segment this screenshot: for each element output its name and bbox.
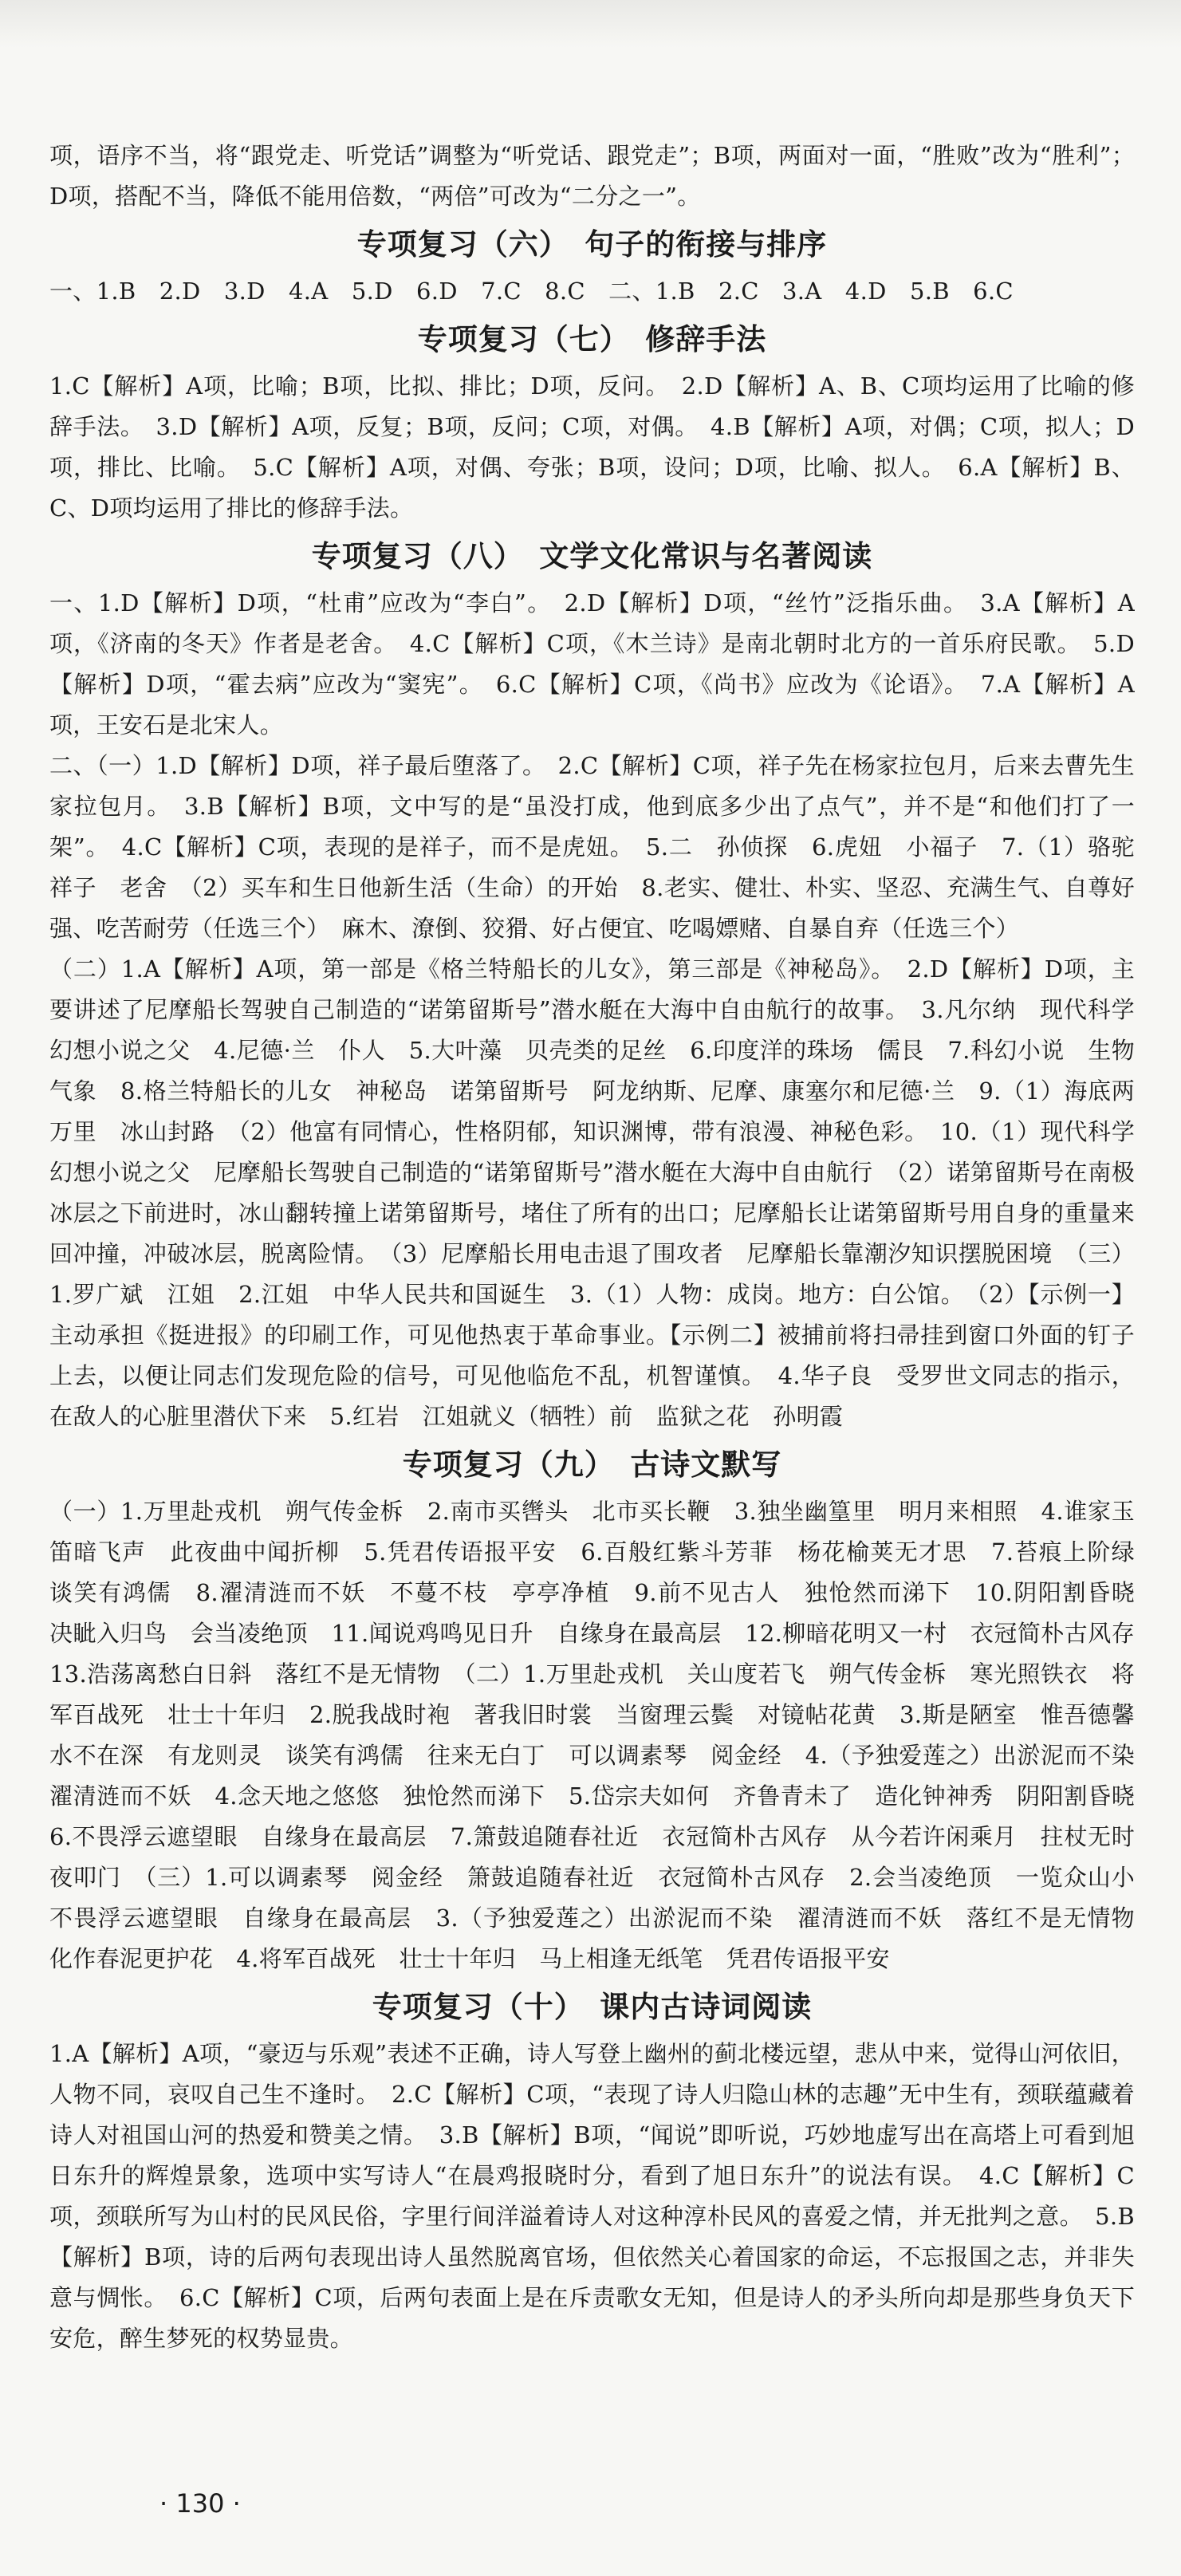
section-title: 专项复习（六） 句子的衔接与排序 (356, 227, 828, 262)
section-title: 专项复习（八） 文学文化常识与名著阅读 (311, 539, 873, 573)
section-8 (49, 534, 1159, 1437)
section-paragraph: 一、1.D【解析】D项，“杜甫”应改为“李白”。 2.D【解析】D项，“丝竹”泛指乐曲。 3.A【解析】A项，《济南的冬天》作者是老舍。 4.C【解析】C项，《木兰诗》是南北朝时北方的一首乐府民歌。 5.D【解析】D项，“霍去病”应改为“窦宪”。 6.C【解析】C项，《尚书》应改为《论语》。 7.A【解析】A项，王安石是北宋人。 (49, 589, 1135, 739)
section-title: 专项复习（九） 古诗文默写 (402, 1448, 782, 1482)
section-10 (49, 1984, 1135, 2359)
intro-paragraph: 项，语序不当，将“跟党走、听党话”调整为“听党话、跟党走”；B项，两面对一面，“胜败”改为“胜利”；D项，搭配不当，降低不能用倍数，“两倍”可改为“二分之一”。 (49, 142, 1135, 210)
section-paragraph: （二）1.A【解析】A项，第一部是《格兰特船长的儿女》，第三部是《神秘岛》。 2.D【解析】D项，主要讲述了尼摩船长驾驶自己制造的“诺第留斯号”潜水艇在大海中自由航行的故事。 3.凡尔纳 现代科学幻想小说之父 4.尼德·兰 仆人 5.大叶藻 贝壳类的足丝 6.印度洋的珠场 儒艮 7.科幻小说 生物 气象 8.格兰特船长的儿女 神秘岛 诺第留斯号 阿龙纳斯、尼摩、康塞尔和尼德·兰 9.（1）海底两万里 冰山封路 （2）他富有同情心，性格阴郁，知识渊博，带有浪漫、神秘色彩。 10.（1）现代科学幻想小说之父 尼摩船长驾驶自己制造的“诺第留斯号”潜水艇在大海中自由航行 （2）诺第留斯号在南极冰层之下前进时，冰山翻转撞上诺第留斯号，堵住了所有的出口；尼摩船长让诺第留斯号用自身的重量来回冲撞，冲破冰层，脱离险情。 （3）尼摩船长用电击退了围攻者 尼摩船长靠潮汐知识摆脱困境 （三）1.罗广斌 江姐 2.江姐 中华人民共和国诞生 3.（1）人物：成岗。地方：白公馆。 （2）【示例一】主动承担《挺进报》的印刷工作，可见他热衷于革命事业。【示例二】被捕前将扫帚挂到窗口外面的钉子上去，以便让同志们发现危险的信号，可见他临危不乱，机智谨慎。 4.华子良 受罗世文同志的指示，在敌人的心脏里潜伏下来 5.红岩 江姐就义（牺牲）前 监狱之花 孙明霞 (49, 955, 1159, 1430)
section-paragraph: 一、1.B 2.D 3.D 4.A 5.D 6.D 7.C 8.C 二、1.B 2.C 3.A 4.D 5.B 6.C (49, 278, 1014, 305)
section-paragraph: 1.C【解析】A项，比喻；B项，比拟、排比；D项，反问。 2.D【解析】A、B、C项均运用了比喻的修辞手法。 3.D【解析】A项，反复；B项，反问；C项，对偶。 4.B【解析】A项，对偶；C项，拟人；D项，排比、比喻。 5.C【解析】A项，对偶、夸张；B项，设问；D项，比喻、拟人。 6.A【解析】B、C、D项均运用了排比的修辞手法。 (49, 372, 1135, 522)
section-title: 专项复习（七） 修辞手法 (417, 322, 767, 356)
section-paragraph: 二、（一）1.D【解析】D项，祥子最后堕落了。 2.C【解析】C项，祥子先在杨家拉包月，后来去曹先生家拉包月。 3.B【解析】B项，文中写的是“虽没打成，他到底多少出了点气”，并不是“和他们打了一架”。 4.C【解析】C项，表现的是祥子，而不是虎妞。 5.二 孙侦探 6.虎妞 小福子 7.（1）骆驼祥子 老舍 （2）买车和生日他新生活（生命）的开始 8.老实、健壮、朴实、坚忍、充满生气、自尊好强、吃苦耐劳（任选三个） 麻木、潦倒、狡猾、好占便宜、吃喝嫖赌、自暴自弃（任选三个） (49, 752, 1135, 942)
section-paragraph: 1.A【解析】A项，“豪迈与乐观”表述不正确，诗人写登上幽州的蓟北楼远望，悲从中来，觉得山河依旧，人物不同，哀叹自己生不逢时。 2.C【解析】C项，“表现了诗人归隐山林的志趣”无中生有，颈联蕴藏着诗人对祖国山河的热爱和赞美之情。 3.B【解析】B项，“闻说”即听说，巧妙地虚写出在高塔上可看到旭日东升的辉煌景象，选项中实写诗人“在晨鸡报晓时分，看到了旭日东升”的说法有误。 4.C【解析】C项，颈联所写为山村的民风民俗，字里行间洋溢着诗人对这种淳朴民风的喜爱之情，并无批判之意。 5.B【解析】B项，诗的后两句表现出诗人虽然脱离官场，但依然关心着国家的命运，不忘报国之志，并非失意与惆怅。 6.C【解析】C项，后两句表面上是在斥责歌女无知，但是诗人的矛头所向却是那些身负天下安危，醉生梦死的权势显贵。 (49, 2040, 1135, 2352)
section-7 (49, 317, 1135, 529)
page-number: · 130 · (159, 2488, 241, 2519)
section-9 (49, 1442, 1159, 1979)
section-6 (49, 222, 1135, 312)
section-title: 专项复习（十） 课内古诗词阅读 (372, 1990, 813, 2024)
section-paragraph: （一）1.万里赴戎机 朔气传金柝 2.南市买辔头 北市买长鞭 3.独坐幽篁里 明月来相照 4.谁家玉笛暗飞声 此夜曲中闻折柳 5.凭君传语报平安 6.百般红紫斗芳菲 杨花榆荚无才思 7.苔痕上阶绿 谈笑有鸿儒 8.濯清涟而不妖 不蔓不枝 亭亭净植 9.前不见古人 独怆然而涕下 10.阴阳割昏晓 决眦入归鸟 会当凌绝顶 11.闻说鸡鸣见日升 自缘身在最高层 12.柳暗花明又一村 衣冠简朴古风存 13.浩荡离愁白日斜 落红不是无情物 （二）1.万里赴戎机 关山度若飞 朔气传金柝 寒光照铁衣 将军百战死 壮士十年归 2.脱我战时袍 著我旧时裳 当窗理云鬓 对镜帖花黄 3.斯是陋室 惟吾德馨 水不在深 有龙则灵 谈笑有鸿儒 往来无白丁 可以调素琴 阅金经 4.（予独爱莲之）出淤泥而不染 濯清涟而不妖 4.念天地之悠悠 独怆然而涕下 5.岱宗夫如何 齐鲁青未了 造化钟神秀 阴阳割昏晓 6.不畏浮云遮望眼 自缘身在最高层 7.箫鼓追随春社近 衣冠简朴古风存 从今若许闲乘月 拄杖无时夜叩门 （三）1.可以调素琴 阅金经 箫鼓追随春社近 衣冠简朴古风存 2.会当凌绝顶 一览众山小 不畏浮云遮望眼 自缘身在最高层 3.（予独爱莲之）出淤泥而不染 濯清涟而不妖 落红不是无情物 化作春泥更护花 4.将军百战死 壮士十年归 马上相逢无纸笔 凭君传语报平安 (49, 1498, 1159, 1972)
